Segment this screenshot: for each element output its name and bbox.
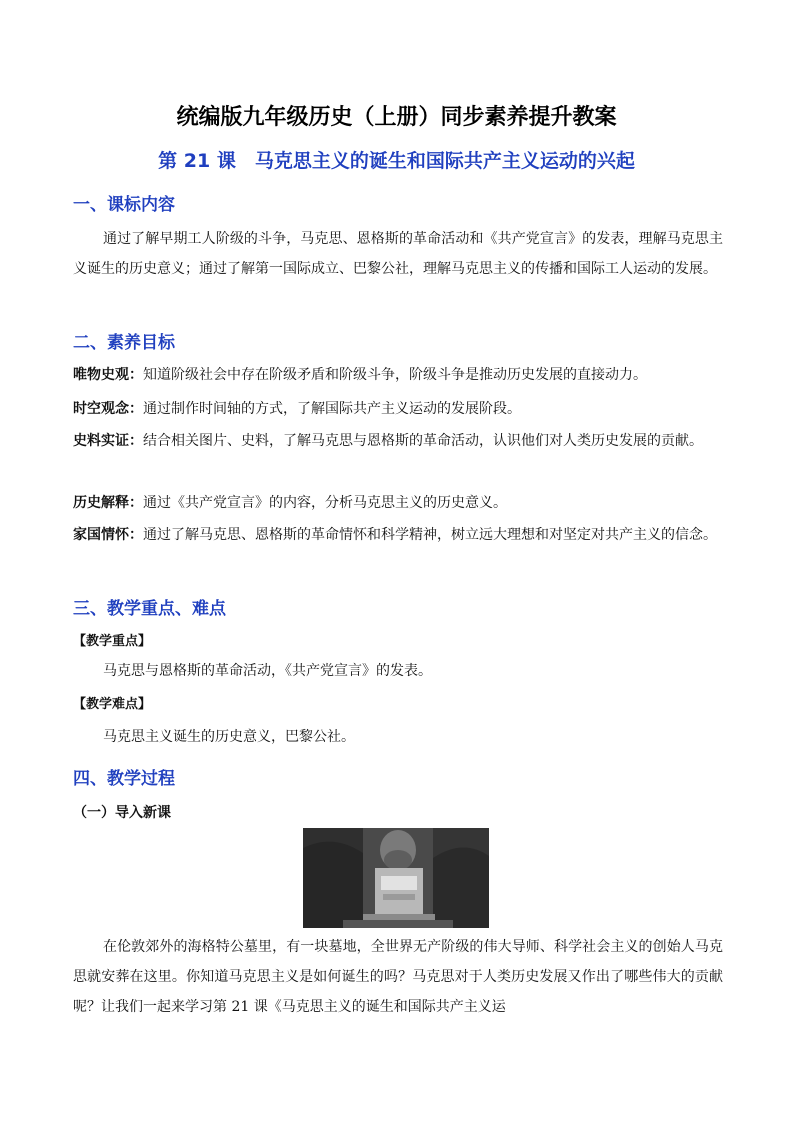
goal-label: 家国情怀： xyxy=(73,527,143,543)
difficult-points-label: 【教学难点】 xyxy=(73,697,152,712)
goal-item xyxy=(73,520,723,550)
standards-text: 通过了解早期工人阶级的斗争，马克思、恩格斯的革命活动和《共产党宣言》的发表，理解马克思主义诞生的历史意义；通过了解第一国际成立、巴黎公社，理解马克思主义的传播和国际工人运动的发展。 xyxy=(73,231,723,277)
goal-label: 唯物史观： xyxy=(73,367,143,383)
goal-text: 通过了解马克思、恩格斯的革命情怀和科学精神，树立远大理想和对坚定对共产主义的信念。 xyxy=(143,527,717,543)
goal-label: 时空观念： xyxy=(73,401,143,417)
section-heading-goals: 二、素养目标 xyxy=(73,333,175,353)
goal-item xyxy=(73,426,723,456)
intro-text: 在伦敦郊外的海格特公墓里，有一块墓地，全世界无产阶级的伟大导师、科学社会主义的创始人马克思就安葬在这里。你知道马克思主义是如何诞生的吗？马克思对于人类历史发展又作出了哪些伟大的贡献呢？让我们一起来学习第 21 课《马克思主义的诞生和国际共产主义运 xyxy=(73,939,723,1015)
section-heading-process: 四、教学过程 xyxy=(73,769,175,789)
key-points-text: 马克思与恩格斯的革命活动，《共产党宣言》的发表。 xyxy=(103,663,432,679)
goal-item xyxy=(73,360,723,390)
document-title: 统编版九年级历史（上册）同步素养提升教案 xyxy=(176,105,617,130)
sub-heading-intro: （一）导入新课 xyxy=(73,805,171,821)
key-points-label: 【教学重点】 xyxy=(73,634,152,649)
lesson-title: 第 21 课 马克思主义的诞生和国际共产主义运动的兴起 xyxy=(158,150,635,172)
section-heading-focus: 三、教学重点、难点 xyxy=(73,599,226,619)
goal-label: 历史解释： xyxy=(73,495,143,511)
goal-item xyxy=(73,488,723,518)
marx-tomb-photo xyxy=(303,828,489,928)
section-heading-standards: 一、课标内容 xyxy=(73,195,175,215)
difficult-points-text: 马克思主义诞生的历史意义，巴黎公社。 xyxy=(103,729,355,745)
goal-text: 通过《共产党宣言》的内容，分析马克思主义的历史意义。 xyxy=(143,495,507,511)
goal-text: 知道阶级社会中存在阶级矛盾和阶级斗争，阶级斗争是推动历史发展的直接动力。 xyxy=(143,367,647,383)
goal-text: 结合相关图片、史料，了解马克思与恩格斯的革命活动，认识他们对人类历史发展的贡献。 xyxy=(143,433,703,449)
goal-item xyxy=(73,394,723,424)
goal-label: 史料实证： xyxy=(73,433,143,449)
goal-text: 通过制作时间轴的方式，了解国际共产主义运动的发展阶段。 xyxy=(143,401,521,417)
